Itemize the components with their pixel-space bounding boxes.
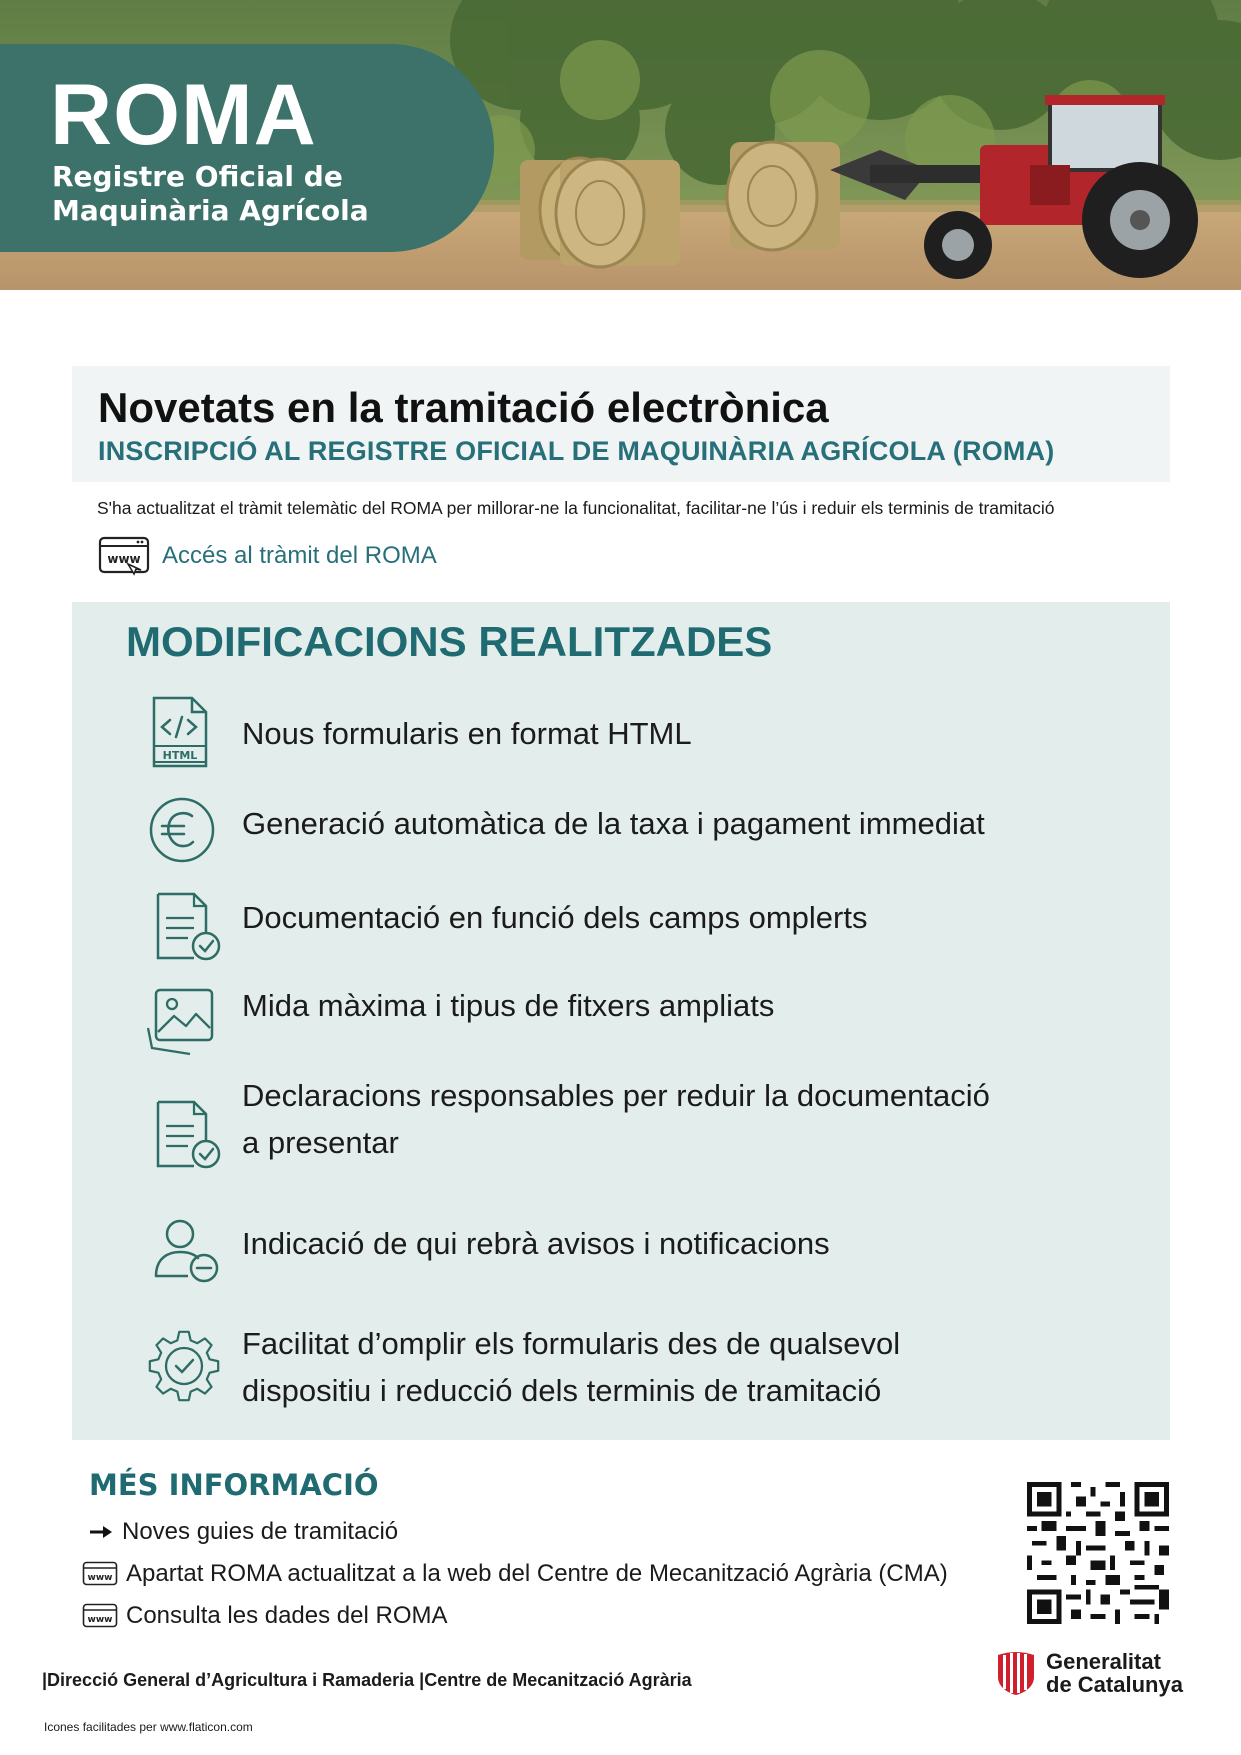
modification-text: Indicació de qui rebrà avisos i notificacions — [242, 1226, 830, 1261]
modification-text — [242, 1320, 1142, 1414]
www-icon — [98, 536, 150, 576]
user-minus-icon — [152, 1214, 228, 1290]
intro-text: S'ha actualitzat el tràmit telemàtic del ROMA per millorar-ne la funcionalitat, facilitar-ne l’ús i reduir els terminis de tramitació — [97, 498, 1055, 518]
heading-box — [72, 366, 1170, 482]
app-subtitle-line1: Registre Oficial de — [52, 160, 343, 193]
modification-text-line1: Facilitat d’omplir els formularis des de qualsevol — [242, 1326, 901, 1361]
modification-text: Documentació en funció dels camps omplerts — [242, 900, 868, 935]
gear-check-icon — [146, 1328, 222, 1404]
footer-departments: |Direcció General d’Agricultura i Ramaderia |Centre de Mecanització Agrària — [42, 1670, 692, 1690]
www-icon — [82, 1603, 118, 1629]
app-subtitle-line2: Maquinària Agrícola — [52, 194, 369, 227]
svg-text:www: www — [107, 552, 141, 566]
modifications-title: MODIFICACIONS REALITZADES — [126, 618, 773, 665]
image-files-icon — [142, 984, 218, 1060]
svg-text:HTML: HTML — [162, 749, 198, 762]
modification-text-line1: Declaracions responsables per reduir la documentació — [242, 1078, 990, 1113]
app-title: ROMA — [50, 67, 317, 163]
link-cma-web-label[interactable]: Apartat ROMA actualitzat a la web del Centre de Mecanització Agrària (CMA) — [126, 1560, 948, 1587]
link-guides-label[interactable]: Noves guies de tramitació — [122, 1518, 399, 1545]
svg-text:www: www — [87, 1615, 113, 1625]
page-title: Novetats en la tramitació electrònica — [98, 384, 829, 431]
document-check-icon — [150, 888, 226, 964]
html-file-icon — [144, 694, 220, 770]
app-subtitle — [52, 160, 369, 228]
generalitat-text — [1046, 1650, 1183, 1696]
more-info-title: MÉS INFORMACIÓ — [89, 1468, 379, 1502]
modification-text: Generació automàtica de la taxa i pagament immediat — [242, 806, 985, 841]
link-guides[interactable] — [88, 1518, 398, 1546]
modification-text: Nous formularis en format HTML — [242, 716, 692, 751]
qr-code[interactable] — [1027, 1482, 1169, 1624]
modification-text-line2: a presentar — [242, 1125, 399, 1160]
access-link[interactable] — [98, 534, 437, 578]
generalitat-line2: de Catalunya — [1046, 1672, 1183, 1697]
modification-text: Mida màxima i tipus de fitxers ampliats — [242, 988, 775, 1023]
document-check-icon — [150, 1096, 226, 1172]
modifications-panel — [72, 602, 1170, 1440]
svg-text:www: www — [87, 1573, 113, 1583]
www-icon — [82, 1561, 118, 1587]
link-roma-data-label[interactable]: Consulta les dades del ROMA — [126, 1602, 448, 1629]
modification-text — [242, 1072, 1142, 1166]
icon-credit: Icones facilitades per www.flaticon.com — [44, 1720, 253, 1734]
hero-banner — [0, 0, 1241, 290]
page-subtitle: INSCRIPCIÓ AL REGISTRE OFICIAL DE MAQUINÀRIA AGRÍCOLA (ROMA) — [98, 436, 1055, 466]
generalitat-logo — [996, 1650, 1183, 1696]
access-link-label[interactable]: Accés al tràmit del ROMA — [162, 542, 437, 569]
title-badge — [0, 44, 494, 252]
generalitat-line1: Generalitat — [1046, 1649, 1161, 1674]
link-roma-data[interactable] — [82, 1602, 448, 1630]
generalitat-emblem-icon — [996, 1651, 1036, 1695]
modification-text-line2: dispositiu i reducció dels terminis de tramitació — [242, 1373, 882, 1408]
arrow-right-icon — [88, 1522, 114, 1542]
link-cma-web[interactable] — [82, 1560, 948, 1588]
euro-icon — [146, 794, 222, 870]
